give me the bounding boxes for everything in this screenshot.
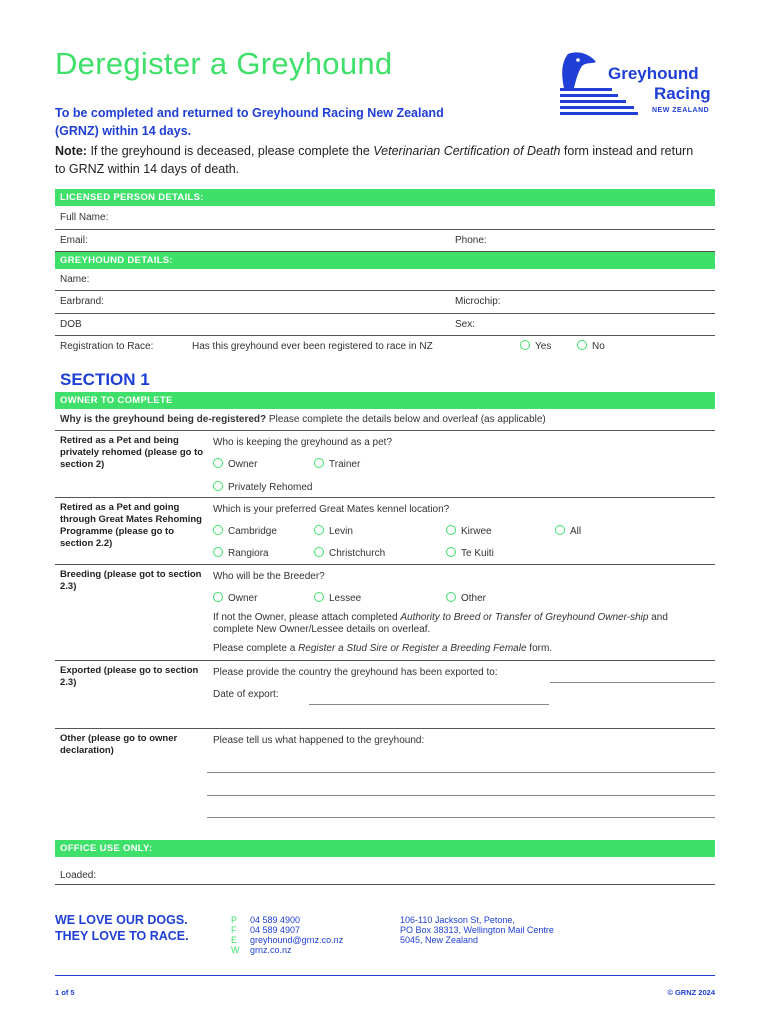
logo-text-nz: NEW ZEALAND (652, 107, 710, 114)
dob-row[interactable] (55, 314, 715, 336)
loaded-row[interactable] (55, 862, 715, 885)
loaded-label: Loaded: (60, 870, 97, 881)
contact-values (250, 915, 343, 955)
other-question: Please tell us what happened to the greyhound: (213, 735, 425, 746)
breeder-owner-option[interactable] (213, 593, 257, 604)
no-label: No (592, 341, 605, 352)
radio-icon[interactable] (213, 458, 223, 468)
export-date-field[interactable] (309, 704, 549, 705)
cambridge-option[interactable] (213, 526, 277, 537)
radio-icon[interactable] (213, 592, 223, 602)
registration-label: Registration to Race: (60, 341, 154, 352)
page-title: Deregister a Greyhound (55, 46, 393, 81)
radio-icon[interactable] (446, 525, 456, 535)
pet-owner-option[interactable] (213, 459, 257, 470)
radio-icon[interactable] (446, 547, 456, 557)
sex-label: Sex: (455, 319, 476, 330)
exported-label: Exported (please go to section 2.3) (60, 665, 199, 688)
slogan-line-1: WE LOVE OUR DOGS. (55, 913, 188, 927)
option-label: Trainer (329, 459, 361, 470)
other-line-3[interactable] (207, 817, 715, 818)
why-row (55, 409, 715, 431)
radio-icon[interactable] (314, 547, 324, 557)
no-radio-icon[interactable] (577, 340, 587, 350)
email-phone-row[interactable] (55, 230, 715, 252)
note-label: Note: (55, 144, 87, 158)
email-label: Email: (60, 235, 88, 246)
registration-row (55, 336, 715, 358)
name-label: Name: (60, 274, 90, 285)
note-after: form instead and return to GRNZ within 14 days of death. (55, 144, 694, 176)
radio-icon[interactable] (213, 547, 223, 557)
earbrand-label: Earbrand: (60, 296, 104, 307)
full-name-row[interactable] (55, 207, 715, 230)
address (400, 915, 554, 945)
phone-value: 04 589 4900 (250, 915, 301, 925)
exported-question: Please provide the country the greyhound has been exported to: (213, 667, 498, 678)
country-field[interactable] (550, 682, 715, 683)
slogan-line-2: THEY LOVE TO RACE. (55, 929, 189, 943)
option-label: Privately Rehomed (228, 482, 313, 493)
logo-text-greyhound: Greyhound (608, 64, 699, 83)
web-key: W (231, 945, 240, 955)
yes-label: Yes (535, 341, 552, 352)
breeder-lessee-option[interactable] (314, 593, 361, 604)
option-label: Other (461, 593, 487, 604)
option-label: Cambridge (228, 526, 277, 537)
other-row (55, 729, 715, 829)
other-line-2[interactable] (207, 795, 715, 796)
breeding-note-1 (213, 612, 708, 636)
note-form-link: Register a Stud Sire or Register a Breeding Female (298, 643, 527, 654)
note-form-link: Authority to Breed or Transfer of Greyhound Owner-ship (400, 612, 649, 623)
radio-icon[interactable] (314, 525, 324, 535)
address-line-3: 5045, New Zealand (400, 935, 479, 945)
yes-radio-icon[interactable] (520, 340, 530, 350)
why-question (60, 414, 546, 425)
no-option[interactable] (577, 341, 605, 352)
note-text (55, 142, 695, 178)
option-label: Te Kuiti (461, 548, 494, 559)
address-line-2: PO Box 38313, Wellington Mail Centre (400, 925, 554, 935)
other-line-1[interactable] (207, 772, 715, 773)
note-form-name: Veterinarian Certification of Death (373, 144, 561, 158)
radio-icon[interactable] (314, 592, 324, 602)
option-label: Lessee (329, 593, 362, 604)
email-link[interactable]: greyhound@grnz.co.nz (250, 935, 344, 945)
rangiora-option[interactable] (213, 548, 269, 559)
radio-icon[interactable] (213, 525, 223, 535)
breeding-label: Breeding (please got to section 2.3) (60, 569, 202, 592)
export-date-label: Date of export: (213, 689, 279, 700)
intro-text: To be completed and returned to Greyhound Racing New Zealand (GRNZ) within 14 days. (55, 106, 444, 138)
pet-question: Who is keeping the greyhound as a pet? (213, 437, 393, 448)
pet-rehomed-option[interactable] (213, 482, 312, 493)
pet-trainer-option[interactable] (314, 459, 360, 470)
radio-icon[interactable] (314, 458, 324, 468)
other-label: Other (please go to owner declaration) (60, 733, 178, 756)
phone-key: P (231, 915, 238, 925)
note-text: Please complete a (213, 643, 296, 654)
pet-row (55, 431, 715, 498)
note-before: If the greyhound is deceased, please complete the (90, 144, 370, 158)
office-use-bar: OFFICE USE ONLY: (55, 840, 715, 857)
full-name-label: Full Name: (60, 212, 109, 223)
contact-keys (231, 915, 243, 955)
footer-slogan (55, 912, 189, 944)
why-bold: Why is the greyhound being de-registered? (60, 414, 267, 425)
radio-icon[interactable] (555, 525, 565, 535)
earbrand-row[interactable] (55, 291, 715, 314)
registration-question: Has this greyhound ever been registered to race in NZ (192, 341, 433, 352)
name-row[interactable] (55, 269, 715, 291)
radio-icon[interactable] (213, 481, 223, 491)
note-text: If not the Owner, please attach completed (213, 612, 398, 623)
option-label: Kirwee (461, 526, 492, 537)
pet-label: Retired as a Pet and being privately rehomed (please go to section 2) (60, 435, 204, 470)
kirwee-option[interactable] (446, 526, 492, 537)
address-line-1: 106-110 Jackson St, Petone, (400, 915, 515, 925)
te-kuiti-option[interactable] (446, 548, 494, 559)
fax-value: 04 589 4907 (250, 925, 301, 935)
all-option[interactable] (555, 526, 581, 537)
email-key: E (231, 935, 238, 945)
levin-option[interactable] (314, 526, 353, 537)
logo-text-racing: Racing (654, 84, 711, 103)
yes-option[interactable] (520, 341, 551, 352)
owner-to-complete-bar: OWNER TO COMPLETE (55, 392, 715, 409)
option-label: Rangiora (228, 548, 269, 559)
footer-divider (55, 975, 715, 976)
breeding-note-2 (213, 643, 708, 654)
website-link[interactable]: grnz.co.nz (250, 945, 292, 955)
great-mates-label: Retired as a Pet and going through Great Mates Rehoming Programme (please go to section 2.2) (60, 502, 202, 549)
christchurch-option[interactable] (314, 548, 385, 559)
greyhound-details-bar: GREYHOUND DETAILS: (55, 252, 715, 269)
dob-label: DOB (60, 319, 82, 330)
licensed-person-bar: LICENSED PERSON DETAILS: (55, 189, 715, 206)
microchip-label: Microchip: (455, 296, 501, 307)
option-label: All (570, 526, 582, 537)
exported-row (55, 661, 715, 729)
phone-label: Phone: (455, 235, 487, 246)
section-1-title: SECTION 1 (60, 370, 150, 389)
option-label: Owner (228, 459, 258, 470)
page-number: 1 of 5 (55, 988, 75, 997)
note-text: and complete New Owner/Lessee details on overleaf. (213, 612, 668, 635)
great-mates-row (55, 498, 715, 565)
option-label: Christchurch (329, 548, 386, 559)
radio-icon[interactable] (446, 592, 456, 602)
why-rest: Please complete the details below and overleaf (as applicable) (268, 414, 546, 425)
note-text: form. (529, 643, 553, 654)
copyright: © GRNZ 2024 (667, 988, 715, 997)
great-mates-question: Which is your preferred Great Mates kennel location? (213, 504, 450, 515)
option-label: Levin (329, 526, 353, 537)
breeder-other-option[interactable] (446, 593, 486, 604)
breeding-row (55, 565, 715, 661)
breeding-question: Who will be the Breeder? (213, 571, 325, 582)
fax-key: F (231, 925, 237, 935)
option-label: Owner (228, 593, 258, 604)
